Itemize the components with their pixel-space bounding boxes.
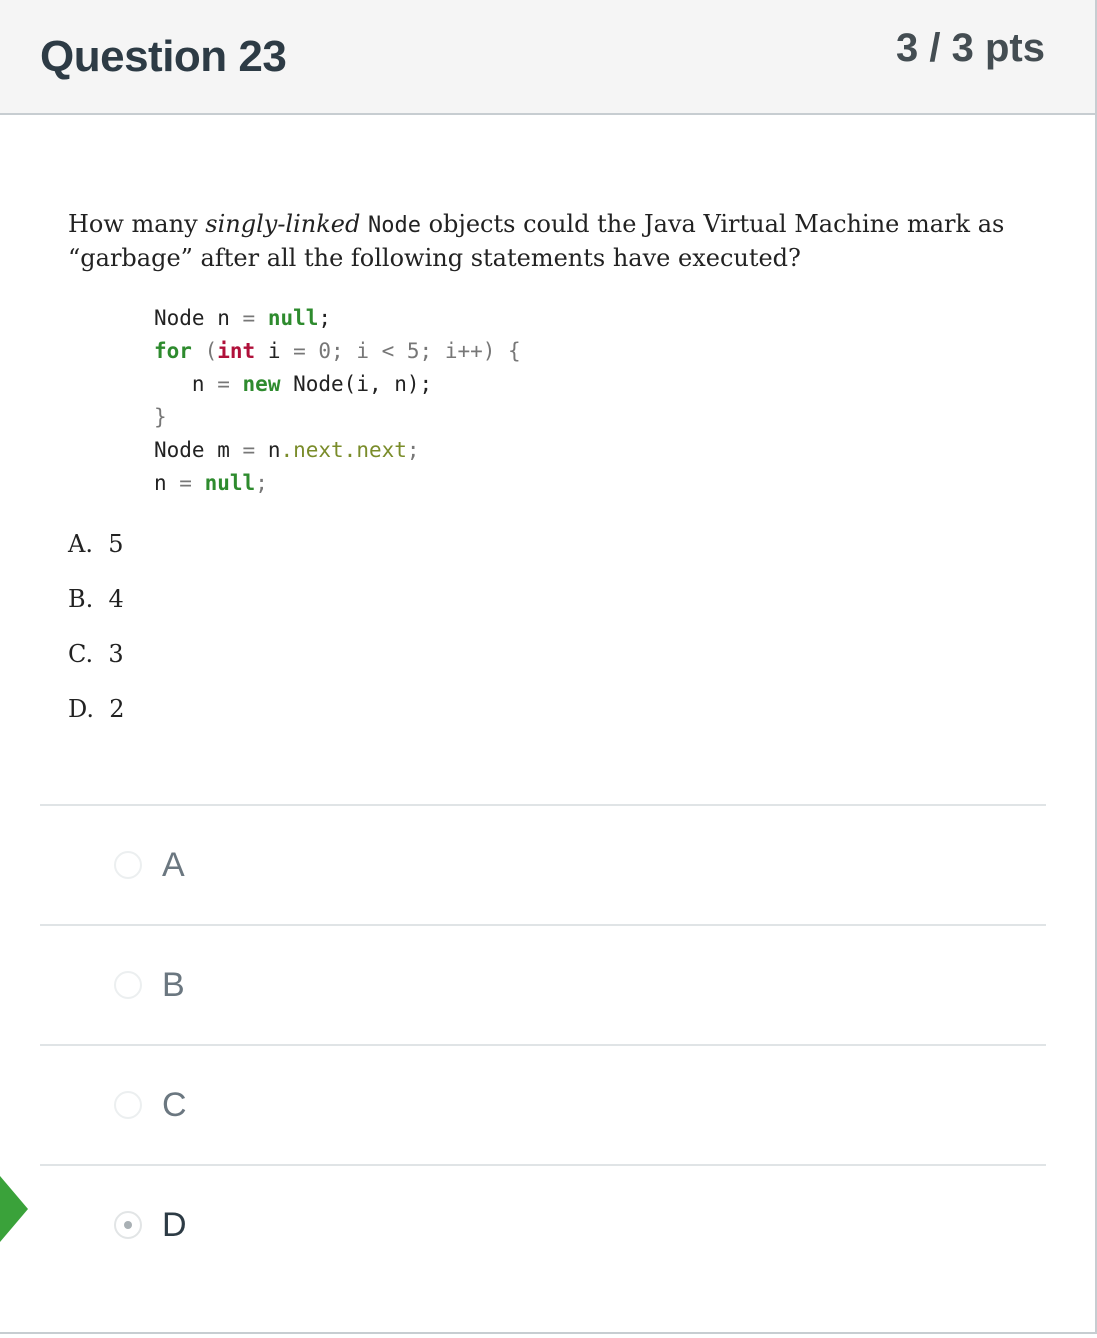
choice-label: B. [68, 585, 94, 613]
choice-value: 3 [108, 640, 124, 668]
code-token: ; [255, 471, 268, 495]
question-header [0, 0, 1095, 115]
radio-button-c[interactable] [114, 1091, 142, 1119]
code-token: 0; i < 5; i++) { [305, 339, 521, 363]
choice-item [68, 581, 125, 636]
code-token: int [217, 339, 256, 363]
choice-label: D. [68, 695, 95, 723]
answer-label-d[interactable]: D [162, 1206, 187, 1244]
code-token: i [255, 339, 294, 363]
radio-button-b[interactable] [114, 971, 142, 999]
code-block [154, 302, 521, 500]
answer-list [40, 804, 1046, 1284]
code-token: = [242, 438, 256, 462]
answer-option-d[interactable] [40, 1164, 1046, 1284]
code-line-2 [154, 335, 521, 368]
code-token: Node m [154, 438, 243, 462]
code-line-5 [154, 434, 521, 467]
code-token: ( [191, 339, 218, 363]
code-line-3 [154, 368, 521, 401]
answer-option-b[interactable] [40, 924, 1046, 1044]
question-text [68, 208, 1028, 274]
code-token: new [242, 372, 281, 396]
choice-value: 4 [108, 585, 124, 613]
code-token: n [255, 438, 281, 462]
code-token: ; [406, 438, 420, 462]
choice-value: 2 [109, 695, 125, 723]
choice-label: C. [68, 640, 94, 668]
code-line-1 [154, 302, 521, 335]
answer-label-c[interactable]: C [162, 1086, 187, 1124]
code-token: } [154, 405, 167, 429]
radio-button-a[interactable] [114, 851, 142, 879]
code-line-4 [154, 401, 521, 434]
code-token: null [267, 306, 319, 330]
code-token: = [179, 471, 192, 495]
code-line-6 [154, 467, 521, 500]
code-token: .next.next [280, 438, 407, 462]
correct-answer-arrow-icon [0, 1176, 28, 1242]
code-token: = [217, 372, 230, 396]
choice-item [68, 636, 125, 691]
answer-option-a[interactable] [40, 804, 1046, 924]
choice-item [68, 691, 125, 746]
answer-option-c[interactable] [40, 1044, 1046, 1164]
code-token: Node(i, n); [280, 372, 433, 396]
choice-item [68, 526, 125, 581]
question-text-code-word: Node [367, 213, 421, 238]
code-token: = [242, 306, 256, 330]
question-text-part2: objects could the Java Virtual Machine mark as “garbage” after all the following statements have executed? [68, 210, 1005, 272]
radio-button-d[interactable] [114, 1211, 142, 1239]
answer-label-b[interactable]: B [162, 966, 185, 1004]
code-token: Node n [154, 306, 243, 330]
question-text-part1: How many [68, 210, 206, 238]
question-title: Question 23 [40, 32, 287, 81]
code-token: ; [318, 306, 332, 330]
code-token: for [154, 339, 192, 363]
choice-label: A. [68, 530, 93, 558]
code-token: = [293, 339, 306, 363]
choice-list [68, 526, 125, 746]
code-token: n [154, 471, 180, 495]
question-points: 3 / 3 pts [896, 26, 1045, 70]
code-token: null [204, 471, 256, 495]
choice-value: 5 [108, 530, 124, 558]
question-text-emphasis: singly-linked [205, 210, 361, 238]
answer-label-a[interactable]: A [162, 846, 185, 884]
code-token: n [154, 372, 218, 396]
